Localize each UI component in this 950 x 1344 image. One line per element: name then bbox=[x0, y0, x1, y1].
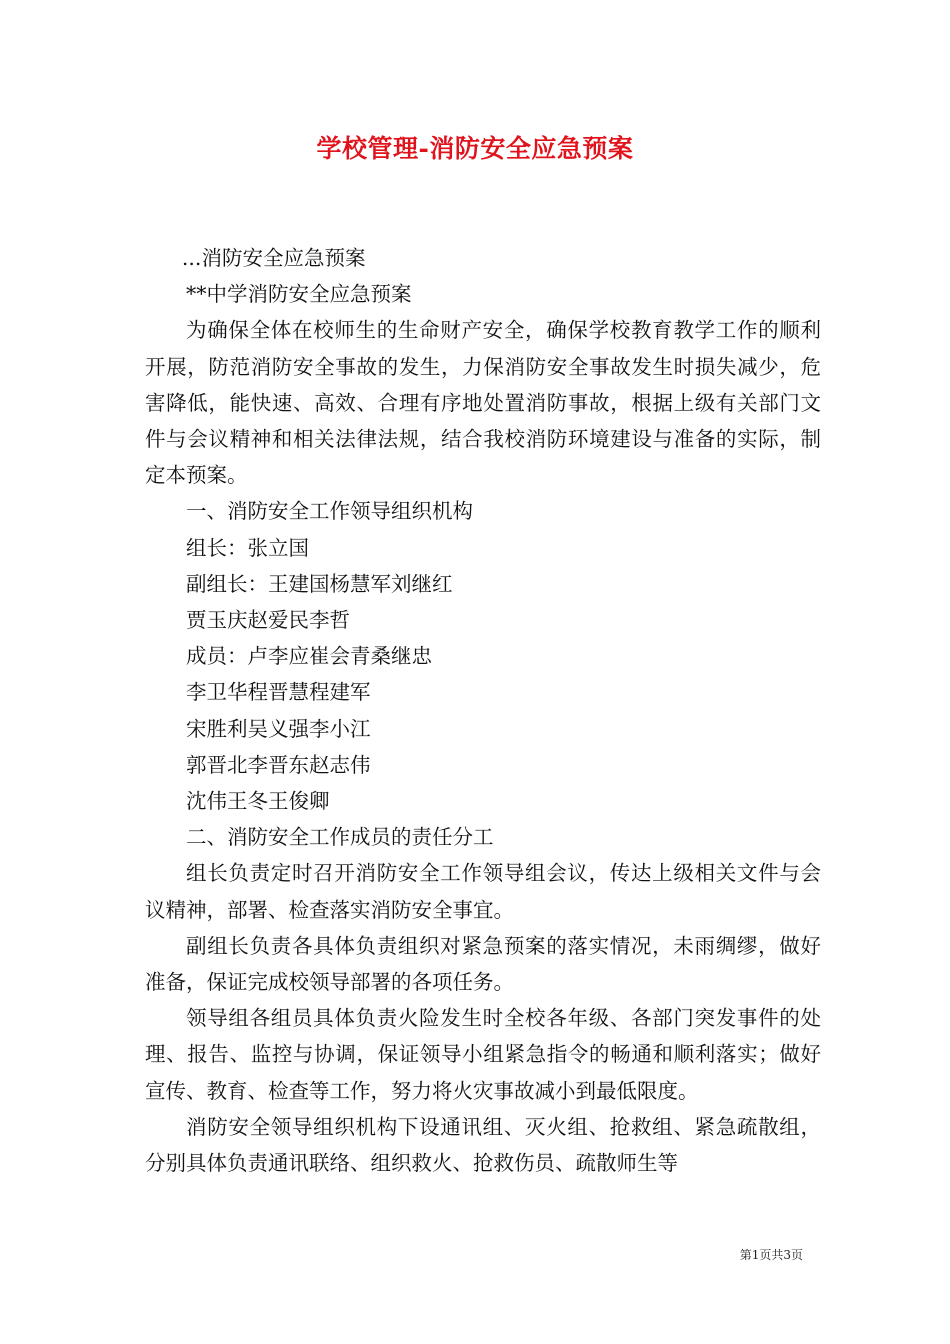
body-paragraph: 组长：张立国 bbox=[186, 535, 309, 560]
body-paragraph: 宋胜利吴义强李小江 bbox=[186, 716, 371, 741]
body-paragraph: 贾玉庆赵爱民李哲 bbox=[186, 608, 350, 633]
body-paragraph: ...消防安全应急预案 bbox=[181, 246, 366, 270]
body-paragraph: 李卫华程晋慧程建军 bbox=[186, 680, 371, 705]
body-paragraph: 领导组各组员具体负责火险发生时全校各年级、各部门突发事件的处理、报告、监控与协调，保证领导小组紧急指令的畅通和顺利落实；做好宣传、教育、检查等工作，努力将火灾事故减小到最低限度。 bbox=[145, 1006, 821, 1103]
body-paragraph: 郭晋北李晋东赵志伟 bbox=[186, 752, 371, 777]
body-paragraph: 成员：卢李应崔会青桑继忠 bbox=[186, 644, 432, 669]
body-paragraph: 副组长负责各具体负责组织对紧急预案的落实情况，未雨绸缪，做好准备，保证完成校领导部署的各项任务。 bbox=[145, 933, 821, 995]
body-paragraph: **中学消防安全应急预案 bbox=[186, 282, 412, 307]
body-paragraph: 沈伟王冬王俊卿 bbox=[186, 789, 330, 814]
page-footer: 第1页共3页 bbox=[739, 1248, 803, 1262]
document-title: 学校管理-消防安全应急预案 bbox=[316, 134, 634, 163]
body-paragraph: 消防安全领导组织机构下设通讯组、灭火组、抢救组、紧急疏散组，分别具体负责通讯联络、组织救火、抢救伤员、疏散师生等 bbox=[145, 1114, 821, 1176]
document-body bbox=[145, 240, 821, 1181]
section-heading: 一、消防安全工作领导组织机构 bbox=[186, 499, 473, 524]
body-paragraph: 副组长：王建国杨慧军刘继红 bbox=[186, 571, 453, 596]
section-heading: 二、消防安全工作成员的责任分工 bbox=[186, 825, 494, 850]
body-paragraph: 为确保全体在校师生的生命财产安全，确保学校教育教学工作的顺利开展，防范消防安全事故的发生，力保消防安全事故发生时损失减少，危害降低，能快速、高效、合理有序地处置消防事故，根据上级有关部门文件与会议精神和相关法律法规，结合我校消防环境建设与准备的实际，制定本预案。 bbox=[145, 318, 821, 488]
body-paragraph: 组长负责定时召开消防安全工作领导组会议，传达上级相关文件与会议精神，部署、检查落实消防安全事宜。 bbox=[145, 861, 821, 922]
